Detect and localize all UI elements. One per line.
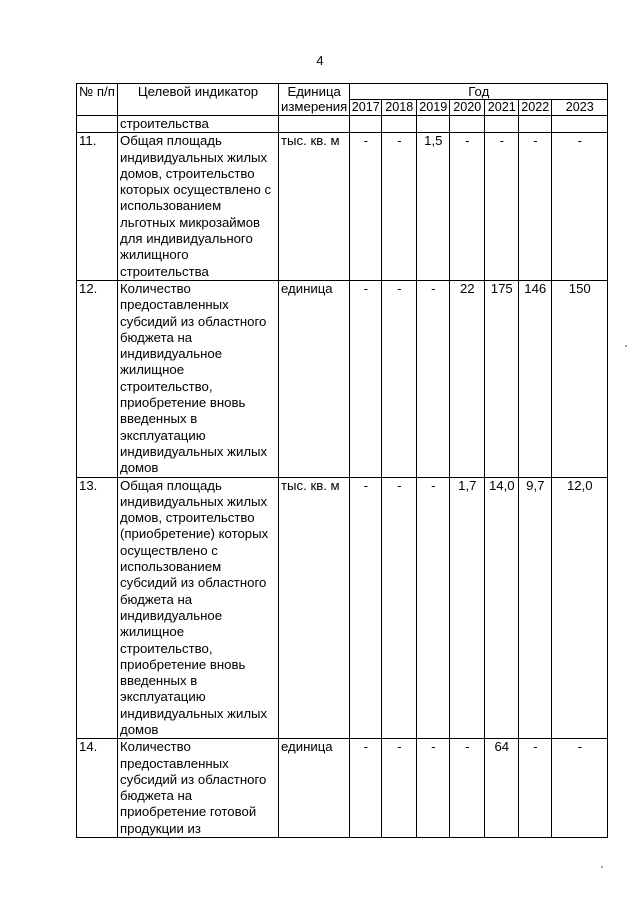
cell-value: -	[382, 280, 417, 477]
cell-value: -	[519, 739, 552, 838]
cell-no: 12.	[77, 280, 118, 477]
cell-unit: тыс. кв. м	[279, 477, 350, 739]
cell-value: 146	[519, 280, 552, 477]
cell-value	[552, 116, 608, 133]
cell-value: -	[417, 739, 450, 838]
cell-value	[519, 116, 552, 133]
cell-value: 175	[485, 280, 519, 477]
header-year-group: Год	[350, 84, 608, 100]
cell-value: -	[382, 739, 417, 838]
cell-value: 1,5	[417, 133, 450, 281]
indicators-table	[76, 83, 608, 838]
cell-indicator: Общая площадь индивидуальных жилых домов, строительство (приобретение) которых осуществлено с использованием субсидий из областного бюджета на индивидуальное жилищное строительство, приобретение вновь введенных в эксплуатацию индивидуальных жилых домов	[118, 477, 279, 739]
cell-value: -	[350, 133, 382, 281]
cell-value: -	[350, 477, 382, 739]
cell-value: -	[417, 477, 450, 739]
header-indicator: Целевой индикатор	[118, 84, 279, 116]
cell-no	[77, 116, 118, 133]
header-unit: Единица измерения	[279, 84, 350, 116]
cell-value: 150	[552, 280, 608, 477]
cell-indicator: Общая площадь индивидуальных жилых домов, строительство которых осуществлено с использованием льготных микрозаймов для индивидуального жилищного строительства	[118, 133, 279, 281]
table-row	[77, 133, 608, 281]
cell-value: -	[350, 739, 382, 838]
cell-value: -	[382, 133, 417, 281]
cell-value: -	[519, 133, 552, 281]
cell-indicator: строительства	[118, 116, 279, 133]
cell-value: 64	[485, 739, 519, 838]
table-row-continuation	[77, 116, 608, 133]
scan-speck	[601, 866, 603, 868]
header-year: 2020	[450, 100, 485, 116]
header-year: 2021	[485, 100, 519, 116]
header-year: 2023	[552, 100, 608, 116]
table-row	[77, 477, 608, 739]
table-header-row	[77, 84, 608, 100]
cell-value: -	[552, 133, 608, 281]
cell-value: -	[450, 739, 485, 838]
cell-value: 9,7	[519, 477, 552, 739]
cell-no: 13.	[77, 477, 118, 739]
cell-no: 11.	[77, 133, 118, 281]
cell-value: 12,0	[552, 477, 608, 739]
cell-unit: тыс. кв. м	[279, 133, 350, 281]
header-year: 2022	[519, 100, 552, 116]
cell-value: 1,7	[450, 477, 485, 739]
cell-indicator: Количество предоставленных субсидий из областного бюджета на приобретение готовой продукции из	[118, 739, 279, 838]
cell-unit	[279, 116, 350, 133]
header-year: 2017	[351, 100, 380, 114]
cell-value: 22	[450, 280, 485, 477]
cell-value	[485, 116, 519, 133]
table-row	[77, 739, 608, 838]
cell-value	[417, 116, 450, 133]
cell-value: 14,0	[485, 477, 519, 739]
cell-value	[382, 116, 417, 133]
cell-no: 14.	[77, 739, 118, 838]
cell-indicator: Количество предоставленных субсидий из областного бюджета на индивидуальное жилищное строительство, приобретение вновь введенных в эксплуатацию индивидуальных жилых домов	[118, 280, 279, 477]
cell-value: -	[485, 133, 519, 281]
scan-speck	[625, 345, 627, 347]
cell-value: -	[450, 133, 485, 281]
cell-unit: единица	[279, 739, 350, 838]
header-year: 2018	[382, 100, 417, 116]
cell-value	[450, 116, 485, 133]
cell-unit: единица	[279, 280, 350, 477]
header-year: 2019	[417, 100, 450, 116]
table-row	[77, 280, 608, 477]
cell-value: -	[350, 280, 382, 477]
cell-value: -	[552, 739, 608, 838]
page-number: 4	[316, 53, 324, 68]
cell-value	[350, 116, 382, 133]
header-no: № п/п	[77, 84, 118, 116]
cell-value: -	[382, 477, 417, 739]
cell-value: -	[417, 280, 450, 477]
